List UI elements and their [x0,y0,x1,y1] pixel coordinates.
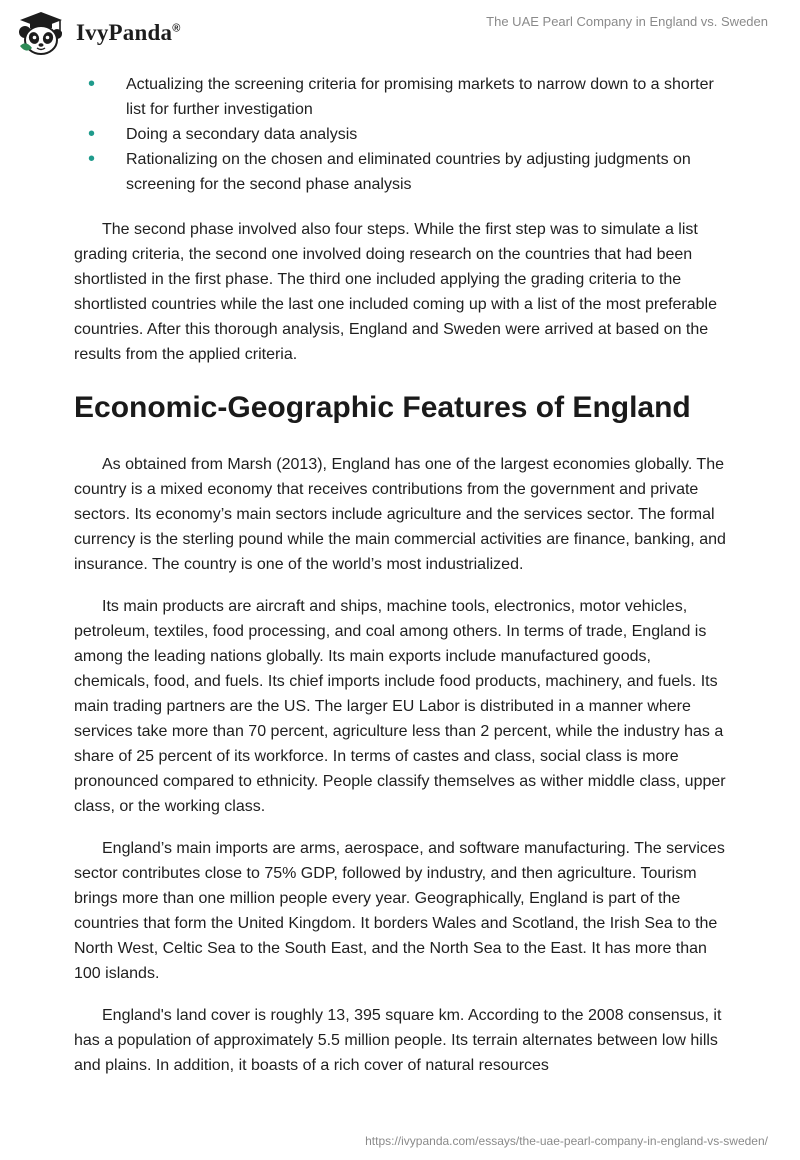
paragraph: England's land cover is roughly 13, 395 square km. According to the 2008 consensus, it has a population of approximately 5.5 million people. Its terrain alternates between low hills and plains. In addition, it boasts of a rich cover of natural resources [74,1007,722,1074]
section-heading: Economic-Geographic Features of England [74,391,691,424]
paragraph: Its main products are aircraft and ships, machine tools, electronics, motor vehicles, petroleum, textiles, food processing, and coal among others. In terms of trade, England is among the leading nations globally. Its main exports include manufactured goods, chemicals, food, and fuels. Its chief imports include food products, machinery, and fuels. Its main trading partners are the US. The larger EU Labor is distributed in a manner where services take more than 70 percent, agriculture less than 2 percent, while the industry has a share of 25 percent of its workforce. In terms of castes and class, social class is more pronounced compared to ethnicity. People classify themselves as wither middle class, upper class, or the working class. [74,598,726,815]
bullet-dot-icon: • [88,123,96,145]
paragraph: England’s main imports are arms, aerospace, and software manufacturing. The services sector contributes close to 75% GDP, followed by industry, and then agriculture. Tourism brings more than one million people every year. Geographically, England is part of the countries that form the United Kingdom. It borders Wales and Scotland, the Irish Sea to the North West, Celtic Sea to the South East, and the North Sea to the East. It has more than 100 islands. [74,840,725,982]
document-title: The UAE Pearl Company in England vs. Sweden [486,14,768,29]
page-header [0,0,800,64]
bullet-dot-icon: • [88,148,96,170]
article-body [74,72,726,1078]
bullet-list [74,72,726,197]
panda-graduate-icon [16,10,66,56]
bullet-dot-icon: • [88,73,96,95]
list-item: • Rationalizing on the chosen and eliminated countries by adjusting judgments on screening for the second phase analysis [88,148,691,193]
list-item: • Doing a secondary data analysis [88,123,358,145]
list-item: • Actualizing the screening criteria for promising markets to narrow down to a shorter list for further investigation [88,73,714,118]
paragraph: As obtained from Marsh (2013), England has one of the largest economies globally. The country is a mixed economy that receives contributions from the government and private sectors. Its economy’s main sectors include agriculture and the services sector. The formal currency is the sterling pound while the main commercial activities are finance, banking, and insurance. The country is one of the world’s most industrialized. [74,456,726,573]
brand-name: IvyPanda® [76,20,181,45]
paragraph: The second phase involved also four steps. While the first step was to simulate a list grading criteria, the second one involved doing research on the countries that had been shortlisted in the first phase. The third one included applying the grading criteria to the shortlisted countries while the last one included coming up with a list of the most preferable countries. After this thorough analysis, England and Sweden were arrived at based on the results from the applied criteria. [74,221,718,363]
logo-link[interactable] [16,10,181,56]
source-url-link[interactable]: https://ivypanda.com/essays/the-uae-pearl-company-in-england-vs-sweden/ [365,1134,768,1148]
